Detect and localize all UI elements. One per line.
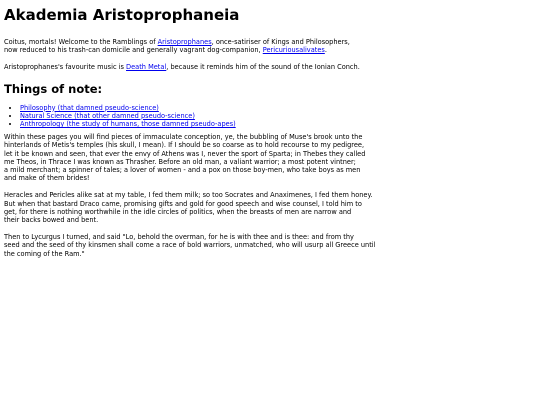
intro-paragraph [4,38,394,54]
text-line: their backs bowed and bent. [4,216,99,225]
text-line: Then to Lycurgus I turned, and said "Lo, behold the overman, for he is with thee and is thee: and from thy [4,233,354,242]
aristoprophanes-link[interactable]: Aristoprophanes [157,38,212,46]
body-paragraph [4,191,394,224]
music-paragraph [4,63,394,71]
text-line: get, for there is nothing worthwhile in the idle circles of politics, when the breasts of men are narrow and [4,207,352,216]
text-line: But when that bastard Draco came, promising gifts and gold for good speech and wise counsel, I told him to [4,199,362,208]
music-text: , because it reminds him of the sound of the Ionian Conch. [166,63,360,72]
intro-text: . [324,46,327,55]
philosophy-link[interactable]: Philosophy (that damned pseudo-science) [20,103,159,112]
text-line: and make of them brides! [4,174,90,183]
notes-list [4,104,536,129]
body-paragraph [4,233,394,258]
text-line: me Theos, in Thrace I was known as Thrasher. Before an old man, a valiant warrior; a most potent vintner; [4,157,356,166]
anthropology-link[interactable]: Anthropology (the study of humans, those damned pseudo-apes) [20,120,236,129]
list-item [20,104,536,112]
text-line: Within these pages you will find pieces of immaculate conception, ye, the bubbling of Muse's brook unto the [4,133,363,142]
text-line: let it be known and seen, that ever the envy of Athens was I, never the sport of Sparta; in Thebes they called [4,149,366,158]
intro-text: Coitus, mortals! Welcome to the Ramblings of [4,38,158,46]
notes-heading: Things of note: [4,81,103,96]
text-line: hinterlands of Metis's temples (his skull, I mean). If I should be so coarse as to hold recourse to my pedigree, [4,141,365,150]
list-item [20,112,536,120]
natural-science-link[interactable]: Natural Science (that other damned pseudo-science) [20,111,195,120]
text-line: Heracles and Pericles alike sat at my table, I fed them milk; so too Socrates and Anaximenes, I fed them honey. [4,191,373,200]
music-text: Aristoprophanes's favourite music is [4,63,127,72]
pericuriousalivates-link[interactable]: Pericuriousalivates [262,46,325,55]
intro-text: , once-satiriser of Kings and Philosophers, [211,38,350,46]
text-line: seed and the seed of thy kinsmen shall come a race of bold warriors, unmatched, who will usurp all Greece until [4,241,376,250]
intro-text: now reduced to his trash-can domicile and generally vagrant dog-companion, [4,46,263,55]
death-metal-link[interactable]: Death Metal [126,63,167,72]
list-item [20,120,536,128]
text-line: the coming of the Ram." [4,249,85,258]
page-title: Akademia Aristoprophaneia [4,6,240,24]
text-line: a mild merchant; a spinner of tales; a lover of women - and a pox on those boy-men, who take boys as men [4,166,361,175]
body-paragraph [4,133,394,182]
